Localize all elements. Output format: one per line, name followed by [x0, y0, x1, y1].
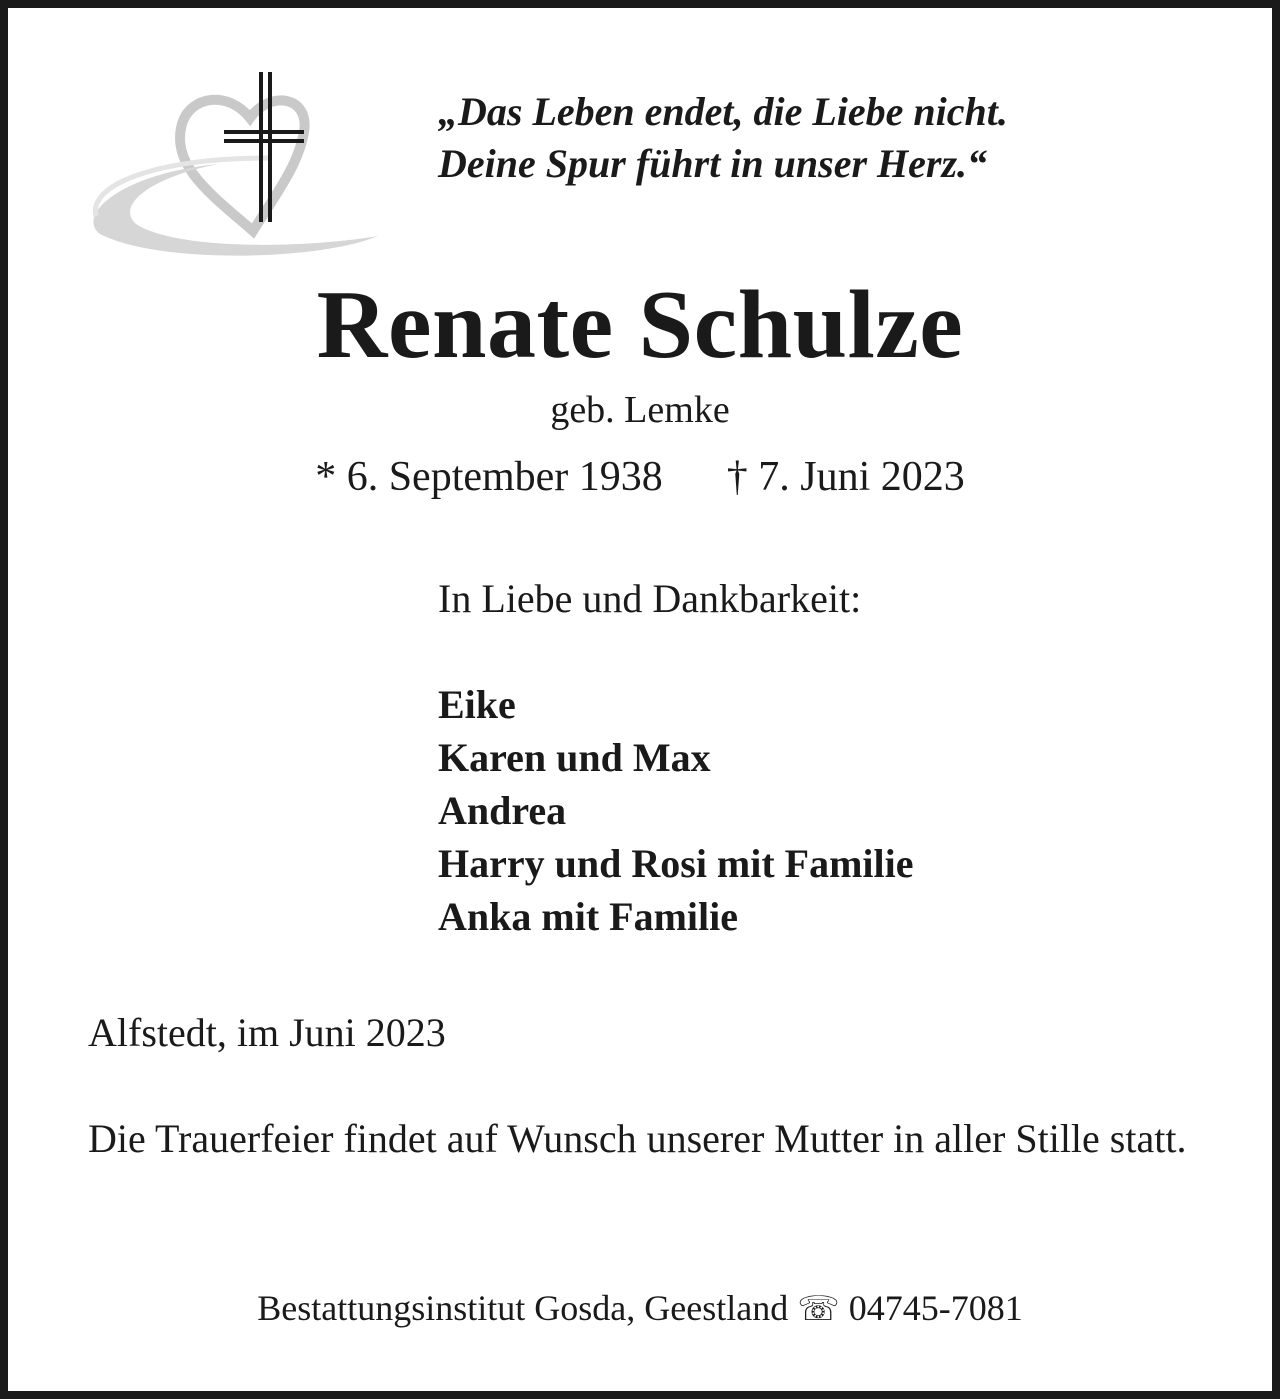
memorial-quote	[438, 86, 1008, 190]
birth-date: * 6. September 1938	[315, 454, 663, 500]
phone-number: 04745-7081	[848, 1288, 1023, 1328]
mourner-name: Harry und Rosi mit Familie	[438, 841, 914, 886]
mourners-intro: In Liebe und Dankbarkeit:	[438, 576, 862, 621]
mourner-name: Karen und Max	[438, 735, 711, 780]
undertaker-name: Bestattungsinstitut Gosda, Geestland	[257, 1288, 789, 1328]
mourner-name: Andrea	[438, 788, 567, 833]
deceased-name: Renate Schulze	[316, 271, 964, 379]
mourner-name: Anka mit Familie	[438, 894, 738, 939]
phone-icon: ☏	[797, 1291, 840, 1328]
funeral-notice: Die Trauerfeier findet auf Wunsch unserer Mutter in aller Stille statt.	[88, 1116, 1187, 1161]
place-and-date: Alfstedt, im Juni 2023	[88, 1010, 446, 1055]
mourners-list	[438, 678, 914, 943]
undertaker-footer	[8, 1286, 1272, 1332]
mourner-name: Eike	[438, 682, 516, 727]
quote-line-1: „Das Leben endet, die Liebe nicht.	[438, 89, 1008, 134]
quote-line-2: Deine Spur führt in unser Herz.“	[438, 141, 988, 186]
death-date: † 7. Juni 2023	[726, 454, 965, 500]
maiden-name: geb. Lemke	[550, 389, 730, 431]
cross-heart-icon	[78, 66, 398, 266]
life-dates	[8, 452, 1272, 502]
